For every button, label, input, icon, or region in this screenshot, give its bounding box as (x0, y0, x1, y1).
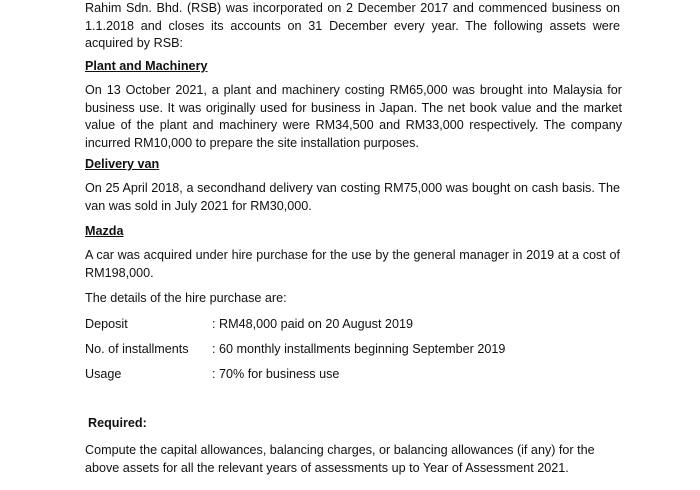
detail-label: No. of installments (85, 342, 189, 356)
detail-value: : 60 monthly installments beginning September 2019 (212, 342, 506, 356)
detail-label: Deposit (85, 317, 128, 331)
hire-purchase-intro: The details of the hire purchase are: (85, 291, 287, 305)
required-heading: Required: (88, 416, 147, 430)
plant-heading: Plant and Machinery (85, 59, 208, 73)
mazda-paragraph: A car was acquired under hire purchase for the use by the general manager in 2019 at a cost of RM198,000. (85, 248, 620, 280)
van-heading: Delivery van (85, 157, 160, 171)
detail-label: Usage (85, 367, 122, 381)
plant-paragraph: On 13 October 2021, a plant and machinery costing RM65,000 was brought into Malaysia for business use. It was originally used for business in Japan. The net book value and the market value of the plant and machinery were RM34,500 and RM33,000 respectively. The company incurred RM10,000 to prepare the site installation purposes. (85, 83, 622, 150)
van-paragraph: On 25 April 2018, a secondhand delivery van costing RM75,000 was bought on cash basis. The van was sold in July 2021 for RM30,000. (85, 181, 620, 213)
intro-paragraph: Rahim Sdn. Bhd. (RSB) was incorporated on 2 December 2017 and commenced business on 1.1.2018 and closes its accounts on 31 December every year. The following assets were acquired by RSB: (85, 1, 620, 50)
detail-value: : RM48,000 paid on 20 August 2019 (212, 317, 413, 331)
mazda-heading: Mazda (85, 224, 124, 238)
detail-value: : 70% for business use (212, 367, 340, 381)
required-paragraph: Compute the capital allowances, balancing charges, or balancing allowances (if any) for the above assets for all the relevant years of assessments up to Year of Assessment 2021. (85, 443, 595, 475)
